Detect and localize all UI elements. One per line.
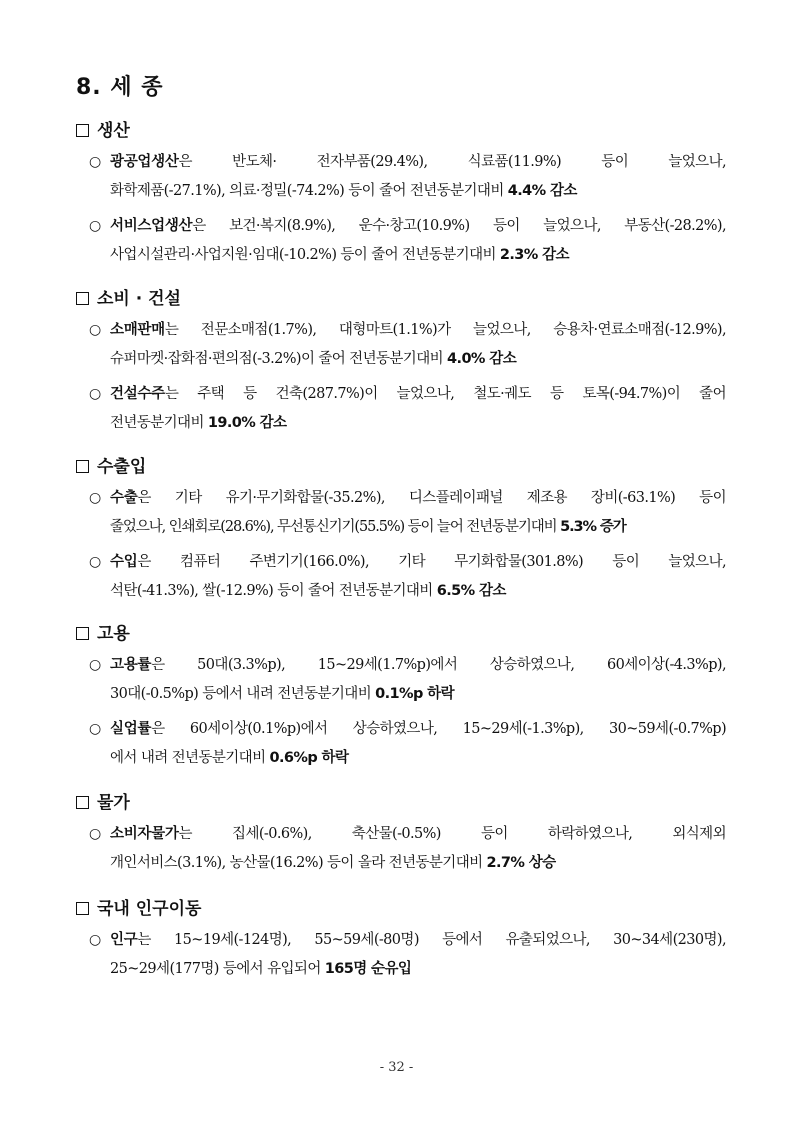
item-line-1: 건설수주는 주택 등 건축(287.7%)이 늘었으나, 철도·궤도 등 토목(-94.7%)이 줄어 — [110, 386, 726, 402]
circle-bullet-icon: ○ — [89, 826, 101, 842]
list-item — [76, 926, 726, 984]
section-migration — [76, 896, 726, 990]
circle-bullet-icon: ○ — [89, 554, 101, 570]
item-highlight: 165명 순유입 — [324, 961, 412, 977]
item-line-1: 소비자물가는 집세(-0.6%), 축산물(-0.5%) 등이 하락하였으나, 외식제외 — [110, 826, 726, 842]
section-heading: 국내 인구이동 — [76, 896, 726, 922]
circle-bullet-icon: ○ — [89, 721, 101, 737]
item-keyword: 소비자물가 — [110, 826, 179, 842]
checkbox-square-icon — [76, 292, 89, 305]
item-line-1: 수출은 기타 유기·무기화합물(-35.2%), 디스플레이패널 제조용 장비(-63.1%) 등이 — [110, 490, 726, 506]
item-line-2: 화학제품(-27.1%), 의료·정밀(-74.2%) 등이 줄어 전년동분기대비 4.4% 감소 — [110, 183, 577, 199]
item-line-1: 고용률은 50대(3.3%p), 15~29세(1.7%p)에서 상승하였으나, 60세이상(-4.3%p), — [110, 657, 726, 673]
item-highlight: 2.7% 상승 — [486, 855, 556, 871]
item-line-1: 인구는 15~19세(-124명), 55~59세(-80명) 등에서 유출되었으나, 30~34세(230명), — [110, 932, 726, 948]
item-highlight: 5.3% 증가 — [560, 519, 626, 535]
item-line-2: 슈퍼마켓·잡화점·편의점(-3.2%)이 줄어 전년동분기대비 4.0% 감소 — [110, 351, 517, 367]
item-line-2: 개인서비스(3.1%), 농산물(16.2%) 등이 올라 전년동분기대비 2.7% 상승 — [110, 855, 556, 871]
item-line-2: 사업시설관리·사업지원·임대(-10.2%) 등이 줄어 전년동분기대비 2.3% 감소 — [110, 247, 569, 263]
item-line-1: 수입은 컴퓨터 주변기기(166.0%), 기타 무기화합물(301.8%) 등이 늘었으나, — [110, 554, 726, 570]
item-keyword: 건설수주 — [110, 386, 165, 402]
section-trade — [76, 454, 726, 612]
checkbox-square-icon — [76, 460, 89, 473]
section-heading: 수출입 — [76, 454, 726, 480]
checkbox-square-icon — [76, 796, 89, 809]
list-item — [76, 380, 726, 438]
checkbox-square-icon — [76, 902, 89, 915]
circle-bullet-icon: ○ — [89, 657, 101, 673]
list-item — [76, 484, 726, 542]
item-highlight: 0.1%p 하락 — [375, 686, 454, 702]
section-production — [76, 118, 726, 276]
item-line-1: 서비스업생산은 보건·복지(8.9%), 운수·창고(10.9%) 등이 늘었으나, 부동산(-28.2%), — [110, 218, 726, 234]
item-highlight: 0.6%p 하락 — [269, 750, 349, 766]
list-item — [76, 715, 726, 773]
item-keyword: 수출 — [110, 490, 138, 506]
section-heading: 물가 — [76, 790, 726, 816]
item-line-2: 에서 내려 전년동분기대비 0.6%p 하락 — [110, 750, 349, 766]
checkbox-square-icon — [76, 627, 89, 640]
item-line-2: 25~29세(177명) 등에서 유입되어 165명 순유입 — [110, 961, 412, 977]
item-keyword: 서비스업생산 — [110, 218, 193, 234]
section-heading: 소비 · 건설 — [76, 286, 726, 312]
list-item — [76, 316, 726, 374]
circle-bullet-icon: ○ — [89, 932, 101, 948]
circle-bullet-icon: ○ — [89, 322, 101, 338]
item-line-1: 광공업생산은 반도체· 전자부품(29.4%), 식료품(11.9%) 등이 늘었으나, — [110, 154, 726, 170]
item-keyword: 광공업생산 — [110, 154, 179, 170]
item-keyword: 실업률 — [110, 721, 152, 737]
item-highlight: 6.5% 감소 — [436, 583, 506, 599]
list-item — [76, 212, 726, 270]
checkbox-square-icon — [76, 124, 89, 137]
page-title: 8. 세 종 — [76, 75, 164, 100]
section-heading: 생산 — [76, 118, 726, 144]
section-prices — [76, 790, 726, 884]
item-highlight: 4.0% 감소 — [447, 351, 517, 367]
item-line-2: 줄었으나, 인쇄회로(28.6%), 무선통신기기(55.5%) 등이 늘어 전년동분기대비 5.3% 증가 — [110, 519, 626, 535]
circle-bullet-icon: ○ — [89, 386, 101, 402]
circle-bullet-icon: ○ — [89, 218, 101, 234]
item-keyword: 인구 — [110, 932, 138, 948]
item-keyword: 고용률 — [110, 657, 152, 673]
page-number: - 32 - — [379, 1060, 414, 1075]
circle-bullet-icon: ○ — [89, 154, 101, 170]
item-line-1: 실업률은 60세이상(0.1%p)에서 상승하였으나, 15~29세(-1.3%p), 30~59세(-0.7%p) — [110, 721, 726, 737]
section-consumption-construction — [76, 286, 726, 444]
list-item — [76, 148, 726, 206]
list-item — [76, 651, 726, 709]
item-highlight: 4.4% 감소 — [507, 183, 577, 199]
list-item — [76, 548, 726, 606]
item-keyword: 수입 — [110, 554, 138, 570]
section-employment — [76, 621, 726, 779]
item-line-1: 소매판매는 전문소매점(1.7%), 대형마트(1.1%)가 늘었으나, 승용차·연료소매점(-12.9%), — [110, 322, 726, 338]
item-line-2: 석탄(-41.3%), 쌀(-12.9%) 등이 줄어 전년동분기대비 6.5% 감소 — [110, 583, 506, 599]
item-highlight: 19.0% 감소 — [207, 415, 287, 431]
item-highlight: 2.3% 감소 — [499, 247, 569, 263]
item-line-2: 전년동분기대비 19.0% 감소 — [110, 415, 287, 431]
item-line-2: 30대(-0.5%p) 등에서 내려 전년동분기대비 0.1%p 하락 — [110, 686, 454, 702]
section-heading: 고용 — [76, 621, 726, 647]
list-item — [76, 820, 726, 878]
circle-bullet-icon: ○ — [89, 490, 101, 506]
item-keyword: 소매판매 — [110, 322, 165, 338]
